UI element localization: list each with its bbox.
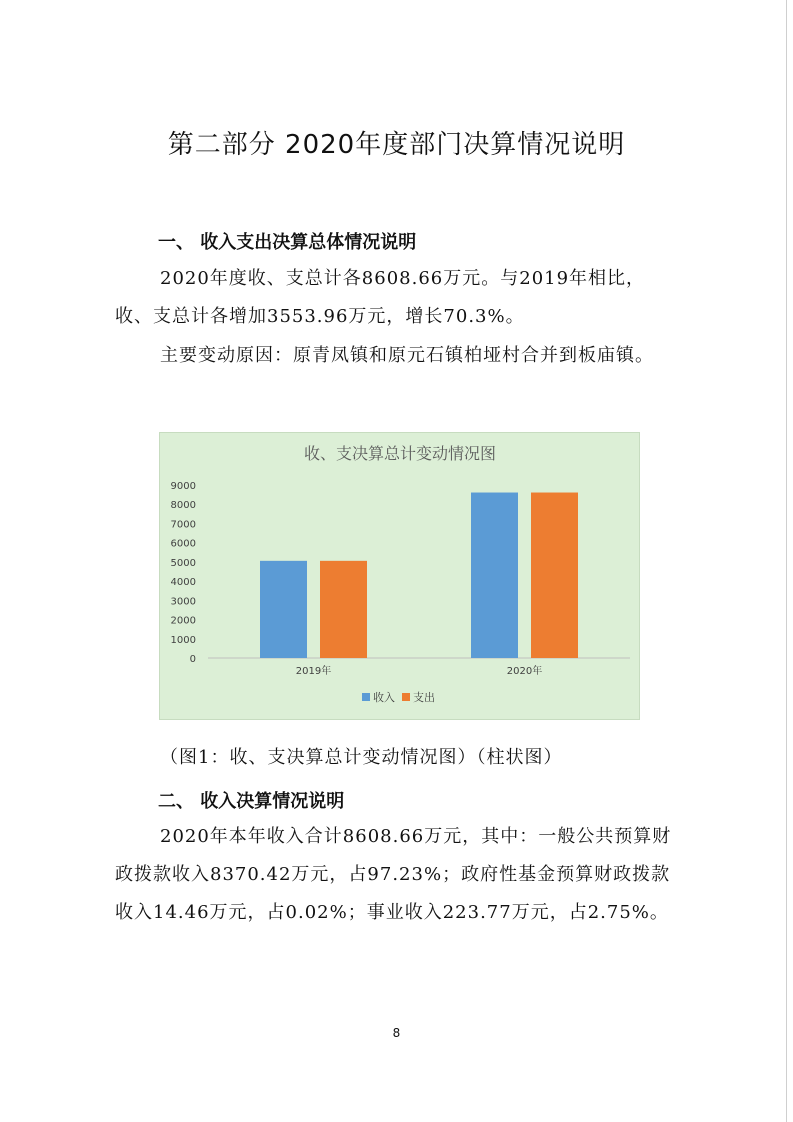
legend-swatch — [402, 693, 410, 701]
bar-expenditure — [320, 561, 367, 658]
y-tick-label: 9000 — [170, 481, 196, 492]
legend-label: 收入 — [373, 691, 395, 704]
page-number: 8 — [392, 1026, 401, 1040]
bar-income — [260, 561, 307, 658]
paragraph-change-reason: 主要变动原因：原青凤镇和原元石镇柏垭村合并到板庙镇。 — [160, 345, 654, 366]
y-tick-label: 2000 — [170, 615, 196, 627]
x-tick-label: 2020年 — [506, 666, 543, 677]
figure-caption: （图1：收、支决算总计变动情况图）（柱状图） — [160, 747, 563, 768]
legend-label: 支出 — [413, 691, 435, 704]
page-title: 第二部分 2020年度部门决算情况说明 — [167, 130, 626, 160]
paragraph-totals: 2020年度收、支总计各8608.66万元。与2019年相比，收、支总计各增加3553.96万元，增长70.3%。 — [115, 268, 646, 327]
bar-chart-svg — [160, 433, 641, 721]
bar-chart — [159, 432, 640, 720]
bar-expenditure — [531, 493, 578, 658]
paragraph-income-detail: 2020年本年收入合计8608.66万元，其中：一般公共预算财政拨款收入8370.42万元，占97.23%；政府性基金预算财政拨款收入14.46万元，占0.02%；事业收入223.77万元，占2.75%。 — [115, 826, 672, 923]
x-tick-label: 2019年 — [295, 666, 332, 677]
y-tick-label: 6000 — [170, 538, 196, 550]
y-tick-label: 7000 — [170, 519, 196, 531]
y-tick-label: 1000 — [170, 634, 196, 646]
y-tick-label: 8000 — [170, 500, 196, 512]
bar-income — [471, 493, 518, 658]
y-tick-label: 3000 — [170, 596, 196, 608]
legend-swatch — [362, 693, 370, 701]
y-tick-label: 5000 — [170, 557, 196, 569]
y-tick-label: 4000 — [170, 577, 196, 589]
section-heading-income: 二、 收入决算情况说明 — [158, 791, 345, 812]
chart-title: 收、支决算总计变动情况图 — [303, 444, 497, 463]
y-tick-label: 0 — [189, 654, 196, 665]
page-edge-line — [786, 0, 787, 1122]
section-heading-income-expenditure: 一、 收入支出决算总体情况说明 — [158, 232, 417, 253]
